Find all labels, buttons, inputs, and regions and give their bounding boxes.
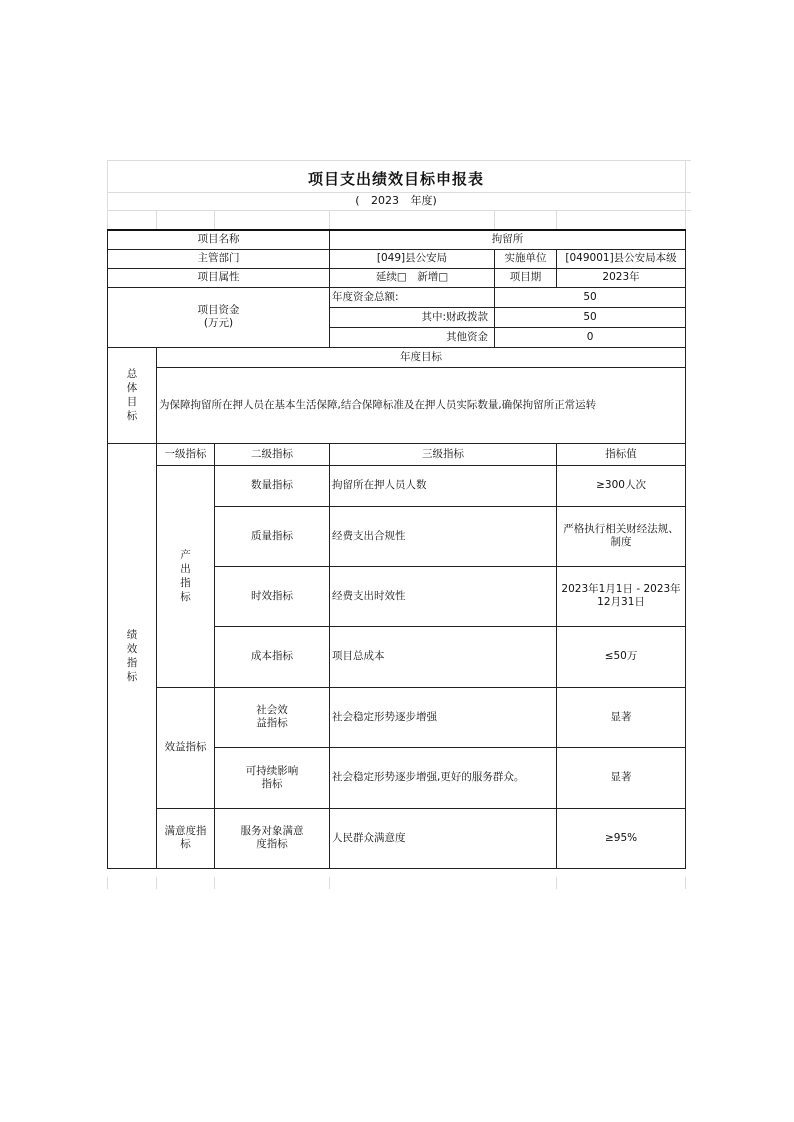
- overall-goal-side-label: [108, 347, 157, 443]
- project-name-label: 项目名称: [108, 230, 330, 249]
- table-row: [108, 808, 686, 868]
- level3-cell: 社会稳定形势逐步增强,更好的服务群众。: [330, 747, 557, 808]
- value-cell: 显著: [557, 687, 686, 747]
- gridline: [156, 877, 157, 889]
- indicators-side-label: [108, 443, 157, 868]
- subtitle-suffix: 年度): [410, 194, 437, 207]
- level2-cell: [215, 808, 330, 868]
- effect-indicator-label: 效益指标: [157, 687, 215, 808]
- level3-cell: 项目总成本: [330, 626, 557, 687]
- table-row: [108, 465, 686, 506]
- attribute-value: 延续□ 新增□: [330, 268, 495, 287]
- project-name-value: 拘留所: [330, 230, 686, 249]
- level2-text: 服务对象满意度指标: [240, 825, 304, 850]
- department-value: [049]县公安局: [330, 249, 495, 268]
- level2-cell: 时效指标: [215, 566, 330, 626]
- funds-fiscal-label: 其中:财政拨款: [330, 307, 495, 327]
- header-value: 指标值: [557, 443, 686, 465]
- subtitle-open: (: [355, 194, 360, 207]
- annual-goal-header: 年度目标: [157, 347, 686, 367]
- performance-goal-table: [107, 229, 686, 869]
- funds-label-line2: (万元): [203, 317, 234, 329]
- level2-cell: [215, 687, 330, 747]
- subtitle-year: 2023: [371, 194, 399, 207]
- gridline: [685, 160, 686, 229]
- value-cell: 严格执行相关财经法规、制度: [557, 506, 686, 566]
- gridline: [107, 160, 691, 161]
- level3-cell: 社会稳定形势逐步增强: [330, 687, 557, 747]
- indicators-side-text: 绩效指标: [126, 628, 138, 683]
- unit-label: 实施单位: [495, 249, 557, 268]
- level3-cell: 经费支出时效性: [330, 566, 557, 626]
- funds-fiscal-value: 50: [495, 307, 686, 327]
- funds-total-label: 年度资金总额:: [330, 287, 495, 307]
- gridline: [156, 210, 157, 229]
- level2-text: 可持续影响指标: [245, 764, 299, 790]
- gridline: [329, 877, 330, 889]
- form-subtitle: [107, 192, 685, 210]
- funds-other-value: 0: [495, 327, 686, 347]
- unit-value: [049001]县公安局本级: [557, 249, 686, 268]
- value-cell: ≤50万: [557, 626, 686, 687]
- funds-total-value: 50: [495, 287, 686, 307]
- header-level3: 三级指标: [330, 443, 557, 465]
- satisfaction-indicator-text: 满意度指标: [164, 825, 207, 850]
- level3-cell: 人民群众满意度: [330, 808, 557, 868]
- level3-cell: 拘留所在押人员人数: [330, 465, 557, 506]
- value-cell: 2023年1月1日 - 2023年12月31日: [557, 566, 686, 626]
- row-project-name: [108, 230, 686, 249]
- gridline: [214, 877, 215, 889]
- satisfaction-indicator-label: [157, 808, 215, 868]
- value-cell: 显著: [557, 747, 686, 808]
- row-attribute: [108, 268, 686, 287]
- level2-text: 社会效益指标: [256, 704, 288, 729]
- level2-cell: 质量指标: [215, 506, 330, 566]
- value-cell: ≥95%: [557, 808, 686, 868]
- form-title: 项目支出绩效目标申报表: [307, 170, 484, 188]
- level2-cell: 成本指标: [215, 626, 330, 687]
- level2-cell: [215, 747, 330, 808]
- header-level1: 一级指标: [157, 443, 215, 465]
- row-goal-text: [108, 367, 686, 443]
- annual-goal-text: 为保障拘留所在押人员在基本生活保障,结合保障标准及在押人员实际数量,确保拘留所正常运转: [157, 367, 686, 443]
- value-cell: ≥300人次: [557, 465, 686, 506]
- row-goal-header: [108, 347, 686, 367]
- row-department: [108, 249, 686, 268]
- overall-goal-side-text: 总体目标: [126, 368, 138, 422]
- attribute-label: 项目属性: [108, 268, 330, 287]
- gridline: [107, 877, 108, 889]
- row-funds-total: [108, 287, 686, 307]
- level2-cell: 数量指标: [215, 465, 330, 506]
- funds-other-label: 其他资金: [330, 327, 495, 347]
- gridline: [214, 210, 215, 229]
- gridline: [494, 210, 495, 229]
- funds-label: [108, 287, 330, 347]
- output-indicator-label: [157, 465, 215, 687]
- funds-label-line1: 项目资金: [197, 304, 240, 316]
- period-label: 项目期: [495, 268, 557, 287]
- period-value: 2023年: [557, 268, 686, 287]
- gridline: [556, 877, 557, 889]
- output-indicator-text: 产出指标: [180, 549, 191, 603]
- gridline: [556, 210, 557, 229]
- row-indicator-header: [108, 443, 686, 465]
- gridline: [685, 877, 686, 889]
- gridline: [329, 210, 330, 229]
- table-row: [108, 687, 686, 747]
- department-label: 主管部门: [108, 249, 330, 268]
- level3-cell: 经费支出合规性: [330, 506, 557, 566]
- header-level2: 二级指标: [215, 443, 330, 465]
- gridline: [107, 210, 691, 211]
